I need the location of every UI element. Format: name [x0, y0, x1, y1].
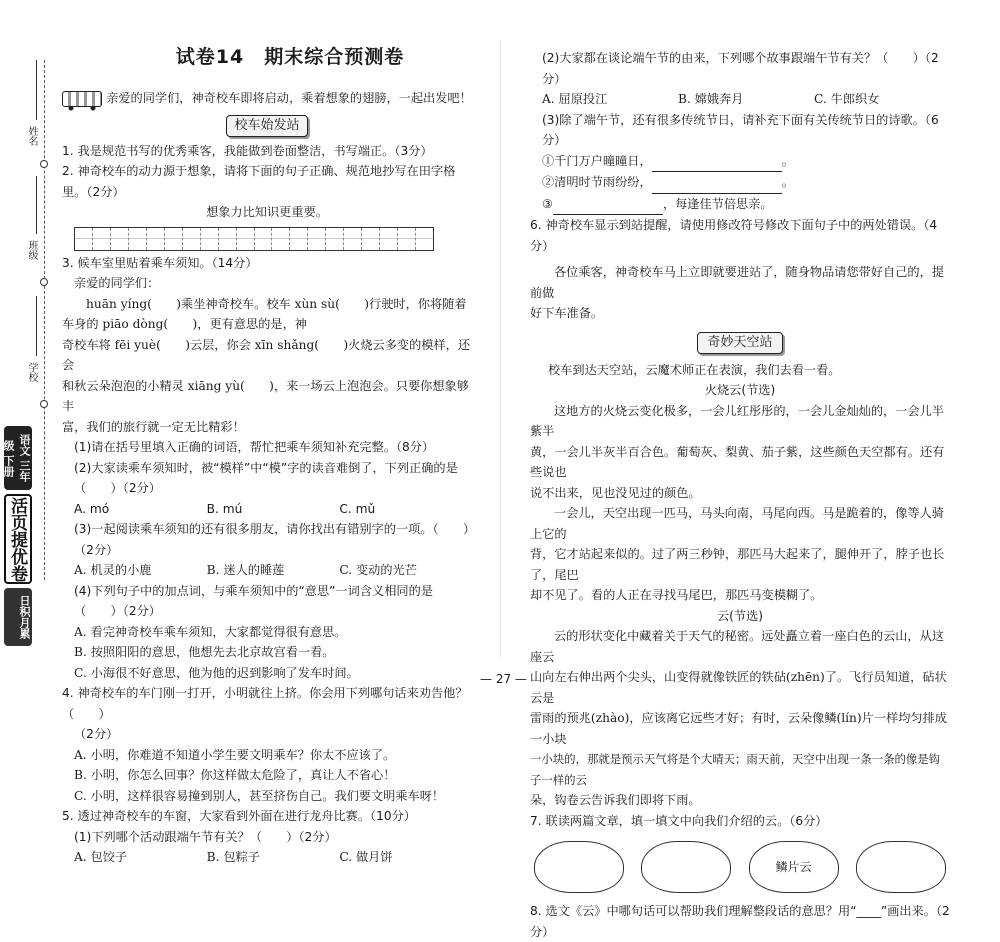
cloud-answer-box[interactable]	[641, 841, 731, 893]
option-a[interactable]: A. 屈原投江	[542, 92, 608, 106]
question-6: 6. 神奇校车显示到站提醒，请使用修改符号修改下面句子中的两处错误。（4分）	[530, 218, 938, 253]
notice-line: 富，我们的旅行就一定无比精彩！	[62, 419, 245, 434]
column-divider	[500, 40, 501, 660]
tianzige-grid[interactable]	[74, 227, 434, 251]
option-b[interactable]: B. 嫦娥奔月	[678, 92, 744, 106]
poem-line-3: ，每逢佳节倍思亲。	[662, 196, 773, 211]
question-3-2: (2)大家读乘车须知时，被“模样”中“模”字的读音难倒了，下列正确的是（ ）（2分）	[74, 460, 458, 495]
options-3-3	[62, 560, 472, 581]
poem-line-1: ①千门万户曈曈日，	[542, 153, 652, 168]
question-5-2: (2)大家都在谈论端午节的由来，下列哪个故事跟端午节有关？（ ）（2分）	[542, 51, 939, 86]
notice-line: 车身的 piāo dòng( )，更有意思的是，神	[62, 317, 307, 331]
text1-line: 这地方的火烧云变化极多，一会儿红彤彤的，一会儿金灿灿的，一会儿半紫半	[530, 403, 944, 438]
station-banner-sky: 奇妙天空站	[697, 332, 783, 354]
notice-line: 亲爱的同学们：	[74, 276, 160, 290]
option-a[interactable]: A. 小明，你难道不知道小学生要文明乘车？你太不应该了。	[74, 747, 396, 762]
option-b[interactable]: B. mú	[206, 501, 243, 516]
option-b[interactable]: B. 迷人的睡莲	[206, 563, 285, 577]
poem-blank-1[interactable]	[652, 151, 782, 173]
poem-blank-3[interactable]	[553, 194, 663, 216]
question-5-3: (3)除了端午节，还有很多传统节日，请补充下面有关传统节日的诗歌。（6分）	[542, 112, 939, 147]
text2-line: 雷雨的预兆(zhào)，应该离它远些才好；有时，云朵像鳞(lín)片一样均匀排成一小块	[530, 711, 947, 746]
text2-line: 云的形状变化中藏着关于天气的秘密。远处矗立着一座白色的云山，从这座云	[530, 629, 944, 664]
binding-hole	[40, 278, 48, 286]
sky-lead: 校车到达天空站，云魔术师正在表演，我们去看一看。	[548, 362, 841, 377]
page-title: 试卷14 期末综合预测卷	[175, 46, 405, 68]
option-c[interactable]: C. 小明，这样很容易撞到别人，甚至挤伤自己。我们要文明乘车呀！	[74, 788, 445, 803]
options-5-2	[530, 89, 950, 110]
page-number: — 27 —	[480, 672, 527, 686]
question-5-1: (1)下列哪个活动跟端午节有关？（ ）（2分）	[74, 829, 337, 844]
text1-line: 却不见了。看的人正在寻找马尾巴，那匹马变模糊了。	[530, 588, 823, 602]
text2-line: 朵，钩卷云告诉我们即将下雨。	[530, 793, 701, 807]
option-a[interactable]: A. mó	[74, 501, 110, 516]
option-b[interactable]: B. 包粽子	[206, 850, 260, 864]
text2-line: 山向左右伸出两个尖头，山变得就像铁匠的铁砧(zhēn)了。飞行员知道，砧状云是	[530, 670, 947, 705]
class-label: 班级	[26, 240, 37, 260]
question-5: 5. 透过神奇校车的车窗，大家看到外面在进行龙舟比赛。（10分）	[62, 809, 416, 823]
option-b[interactable]: B. 小明，你怎么回事？你这样做太危险了，真让人不省心！	[74, 768, 396, 782]
option-c[interactable]: C. 小海很不好意思，他为他的迟到影响了发车时间。	[74, 665, 359, 680]
copy-sentence: 想象力比知识更重要。	[206, 205, 328, 219]
name-label: 姓名	[26, 126, 37, 146]
school-bus-icon	[62, 91, 102, 107]
school-field[interactable]	[36, 296, 37, 356]
cloud-answer-box-filled: 鳞片云	[749, 841, 839, 893]
options-5-1	[62, 847, 472, 868]
options-3-2	[62, 499, 472, 520]
notice-line: 奇校车将 fēi yuè( )云层，你会 xīn shǎng( )火烧云多变的模样，还会	[62, 337, 471, 372]
question-4: 4. 神奇校车的车门刚一打开，小明就往上挤。你会用下列哪句话来劝告他？（ ）	[62, 686, 468, 721]
notice-line: huān yíng( )乘坐神奇校车。校车 xùn sù( )行驶时，你将随着	[86, 296, 467, 311]
binding-dashed-line	[44, 60, 45, 580]
poem-line-3-num: ③	[542, 196, 553, 211]
binding-hole	[40, 160, 48, 168]
question-3: 3. 候车室里贴着乘车须知。（14分）	[62, 255, 258, 270]
school-label: 学校	[26, 362, 37, 382]
grade-badge: 语文 三年级 下册	[4, 426, 32, 490]
brand-logo-text: 日积月累	[4, 588, 32, 646]
question-8: 8. 选文《云》中哪句话可以帮助我们理解整段话的意思？用“____”画出来。（2分）	[530, 904, 950, 939]
left-column	[62, 88, 472, 868]
question-4-score: （2分）	[74, 727, 119, 741]
intro-text: 亲爱的同学们，神奇校车即将启动，乘着想象的翅膀，一起出发吧！	[106, 91, 472, 105]
option-a[interactable]: A. 看完神奇校车乘车须知，大家都觉得很有意思。	[74, 624, 347, 639]
option-a[interactable]: A. 包饺子	[74, 850, 128, 864]
notice-line: 和秋云朵泡泡的小精灵 xiāng yù( )，来一场云上泡泡会。只要你想象够丰	[62, 378, 469, 413]
question-3-1: (1)请在括号里填入正确的词语，帮忙把乘车须知补充完整。（8分）	[74, 440, 435, 454]
text1-line: 黄，一会儿半灰半百合色。葡萄灰、梨黄、茄子紫，这些颜色天空都有。还有些说也	[530, 444, 945, 479]
poem-blank-2[interactable]	[652, 172, 782, 194]
right-column: (2)大家都在谈论端午节的由来，下列哪个故事跟端午节有关？（ ）（2分） A. 屈原投江 B. 嫦娥奔月 C. 牛郎织女 (3)除了端午节，还有很多传统节日，请补充下面有关传统节日的诗歌。（6分） ①千门万户曈曈日， 。 ②清明时节雨纷纷， 。 ③ ，每逢佳节倍思亲。 6. 神奇校车显示到站提醒，请使用修改符号修改下面句子中的两处错误。（4分） 各位乘客，神奇校车马上立即就要进站了，随身物品请您带好自己的，提前做 好下车准备。 奇妙天空站 校车到达天空站，云魔术师正在表演，我们去看一看。 火烧云(节选) 这地方的火烧云变化极多，一会儿红彤彤的，一会儿金灿灿的，一会儿半紫半 黄，一会儿半灰半百合色。葡萄灰、梨黄、茄子紫，这些颜色天空都有。还有些说也 说不出来，见也没见过的颜色。 一会儿，天空出现一匹马，马头向南，马尾向西。马是跪着的，像等人骑上它的 背，它才站起来似的。过了两三秒钟，那匹马大起来了，腿伸开了，脖子也长了，尾巴 却不见了。看的人正在寻找马尾巴，那匹马变模糊了。 云(节选) 云的形状变化中藏着关于天气的秘密。远处矗立着一座白色的云山，从这座云 山向左右伸出两个尖头，山变得就像铁匠的铁砧(zhēn)了。飞行员知道，砧状云是 雷雨的预兆(zhào)，应该离它远些才好；有时，云朵像鳞(lín)片一样均匀排成一小块 一小块的，那就是预示天气将是个大晴天；雨天前，天空中出现一条一条的像是钩子一样的云 朵，钩卷云告诉我们即将下雨。 7. 联读两篇文章，填一填文中向我们介绍的云。（6分） 鳞片云 8. 选文《云》中哪句话可以帮助我们理解整段话的意思？用“____”画出来。（2分）	[530, 48, 950, 942]
text2-title: 云(节选)	[716, 608, 764, 623]
station-banner-start: 校车始发站	[226, 115, 308, 137]
text1-line: 背，它才站起来似的。过了两三秒钟，那匹马大起来了，腿伸开了，脖子也长了，尾巴	[530, 547, 945, 582]
cloud-answer-box[interactable]	[534, 841, 624, 893]
binding-hole	[40, 400, 48, 408]
text1-title: 火烧云(节选)	[704, 383, 776, 397]
name-field[interactable]	[36, 60, 37, 120]
class-field[interactable]	[36, 176, 37, 234]
option-c[interactable]: C. 牛郎织女	[814, 92, 880, 106]
poem-line-2: ②清明时节雨纷纷，	[542, 175, 652, 189]
option-c[interactable]: C. mǔ	[339, 501, 376, 516]
option-b[interactable]: B. 按照阳阳的意思，他想先去北京故宫看一看。	[74, 645, 335, 659]
question-3-3: (3)一起阅读乘车须知的还有很多朋友，请你找出有错别字的一项。（ ）（2分）	[74, 522, 470, 557]
option-c[interactable]: C. 做月饼	[339, 850, 393, 864]
text2-line: 一小块的，那就是预示天气将是个大晴天；雨天前，天空中出现一条一条的像是钩子一样的云	[530, 752, 941, 787]
question-3-4: (4)下列句子中的加点词，与乘车须知中的“意思”一词含义相同的是（ ）（2分）	[74, 583, 433, 618]
announcement-text: 各位乘客，神奇校车马上立即就要进站了，随身物品请您带好自己的，提前做	[530, 265, 944, 300]
cloud-answer-box[interactable]	[856, 841, 946, 893]
option-a[interactable]: A. 机灵的小鹿	[74, 563, 152, 577]
cloud-answer-row	[530, 841, 950, 893]
brand-title: 活页提优卷	[4, 494, 32, 584]
question-7: 7. 联读两篇文章，填一填文中向我们介绍的云。（6分）	[530, 813, 828, 828]
binding-strip	[0, 0, 60, 707]
question-1: 1. 我是规范书写的优秀乘客，我能做到卷面整洁，书写端正。（3分）	[62, 143, 433, 158]
text1-line: 说不出来，见也没见过的颜色。	[530, 485, 701, 500]
question-2: 2. 神奇校车的动力源于想象，请将下面的句子正确、规范地抄写在田字格里。（2分）	[62, 164, 456, 199]
text1-line: 一会儿，天空出现一匹马，马头向南，马尾向西。马是跪着的，像等人骑上它的	[530, 506, 944, 541]
option-c[interactable]: C. 变动的光芒	[339, 563, 417, 577]
announcement-text-cont: 好下车准备。	[530, 306, 604, 320]
